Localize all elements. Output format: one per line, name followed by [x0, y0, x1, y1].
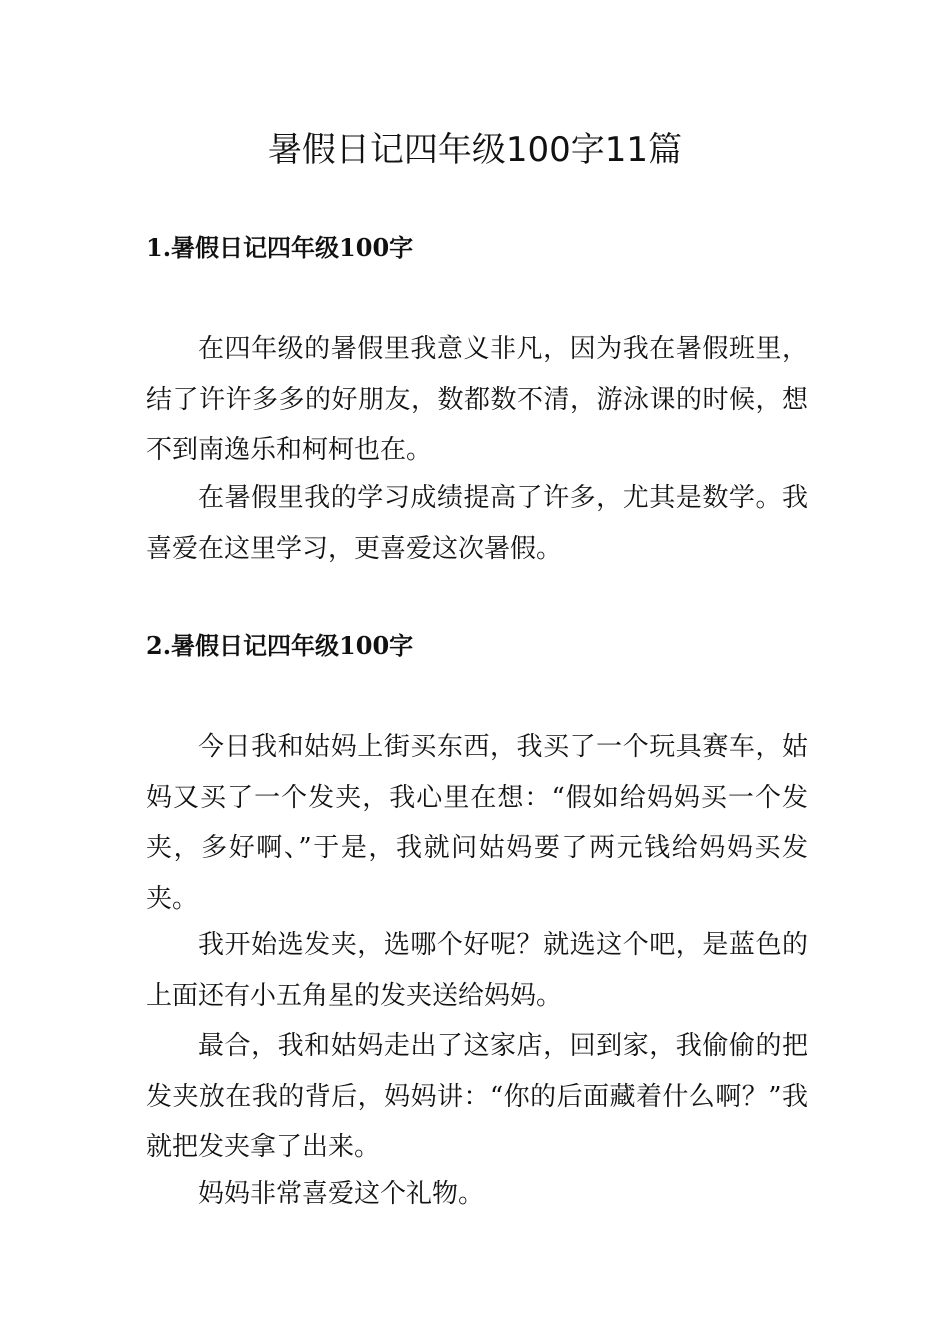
document-title: 暑假日记四年级100字11篇 [267, 130, 683, 170]
section-heading-2: 2.暑假日记四年级100字 [146, 631, 414, 660]
paragraph: 在四年级的暑假里我意义非凡，因为我在暑假班里，结了许许多多的好朋友，数都数不清，游泳课的时候，想不到南逸乐和柯柯也在。 [146, 334, 808, 465]
section-heading-1: 1.暑假日记四年级100字 [146, 233, 414, 262]
paragraph: 妈妈非常喜爱这个礼物。 [198, 1179, 485, 1209]
paragraph: 我开始选发夹，选哪个好呢？就选这个吧，是蓝色的上面还有小五角星的发夹送给妈妈。 [146, 930, 808, 1011]
paragraph: 在暑假里我的学习成绩提高了许多，尤其是数学。我喜爱在这里学习，更喜爱这次暑假。 [146, 483, 808, 564]
paragraph: 今日我和姑妈上街买东西，我买了一个玩具赛车，姑妈又买了一个发夹，我心里在想：“假如给妈妈买一个发夹，多好啊、”于是，我就问姑妈要了两元钱给妈妈买发夹。 [146, 732, 808, 914]
paragraph: 最合，我和姑妈走出了这家店，回到家，我偷偷的把发夹放在我的背后，妈妈讲：“你的后面藏着什么啊？”我就把发夹拿了出来。 [146, 1031, 808, 1162]
